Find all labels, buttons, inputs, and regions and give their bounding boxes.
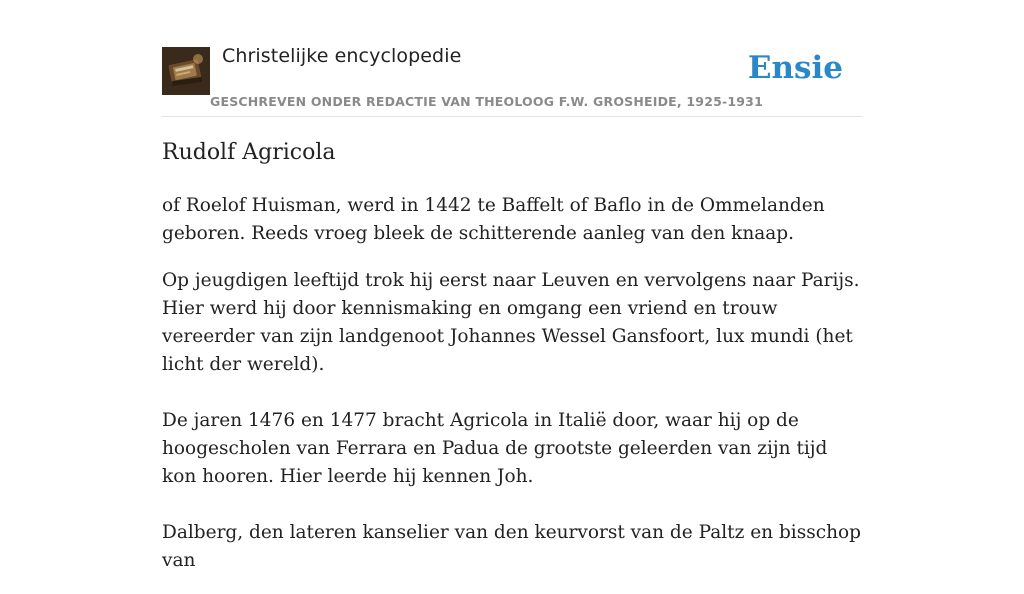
article-body: [162, 192, 862, 594]
encyclopedia-avatar[interactable]: [162, 47, 210, 95]
article-paragraph: Dalberg, den lateren kanselier van den keurvorst van de Paltz en bisschop van: [162, 522, 861, 571]
book-image-icon: [162, 47, 210, 95]
ensie-logo-link[interactable]: Ensie: [747, 50, 843, 86]
article-paragraph: Op jeugdigen leeftijd trok hij eerst naar Leuven en vervolgens naar Parijs. Hier werd hij door kennismaking en omgang een vriend en trouw vereerder van zijn landgenoot Johannes Wessel Gansfoort, lux mundi (het licht der wereld).: [162, 270, 860, 375]
article-paragraph: De jaren 1476 en 1477 bracht Agricola in Italië door, waar hij op de hoogescholen van Ferrara en Padua de grootste geleerden van zijn tijd kon hooren. Hier leerde hij kennen Joh.: [162, 410, 828, 487]
site-subtitle: GESCHREVEN ONDER REDACTIE VAN THEOLOOG F.W. GROSHEIDE, 1925-1931: [210, 94, 763, 109]
article-paragraph: of Roelof Huisman, werd in 1442 te Baffelt of Baflo in de Ommelanden geboren. Reeds vroeg bleek de schitterende aanleg van den knaap.: [162, 195, 825, 244]
article-title: Rudolf Agricola: [162, 140, 336, 165]
site-header: [162, 0, 862, 117]
page: [162, 0, 862, 571]
site-title[interactable]: Christelijke encyclopedie: [222, 45, 462, 67]
